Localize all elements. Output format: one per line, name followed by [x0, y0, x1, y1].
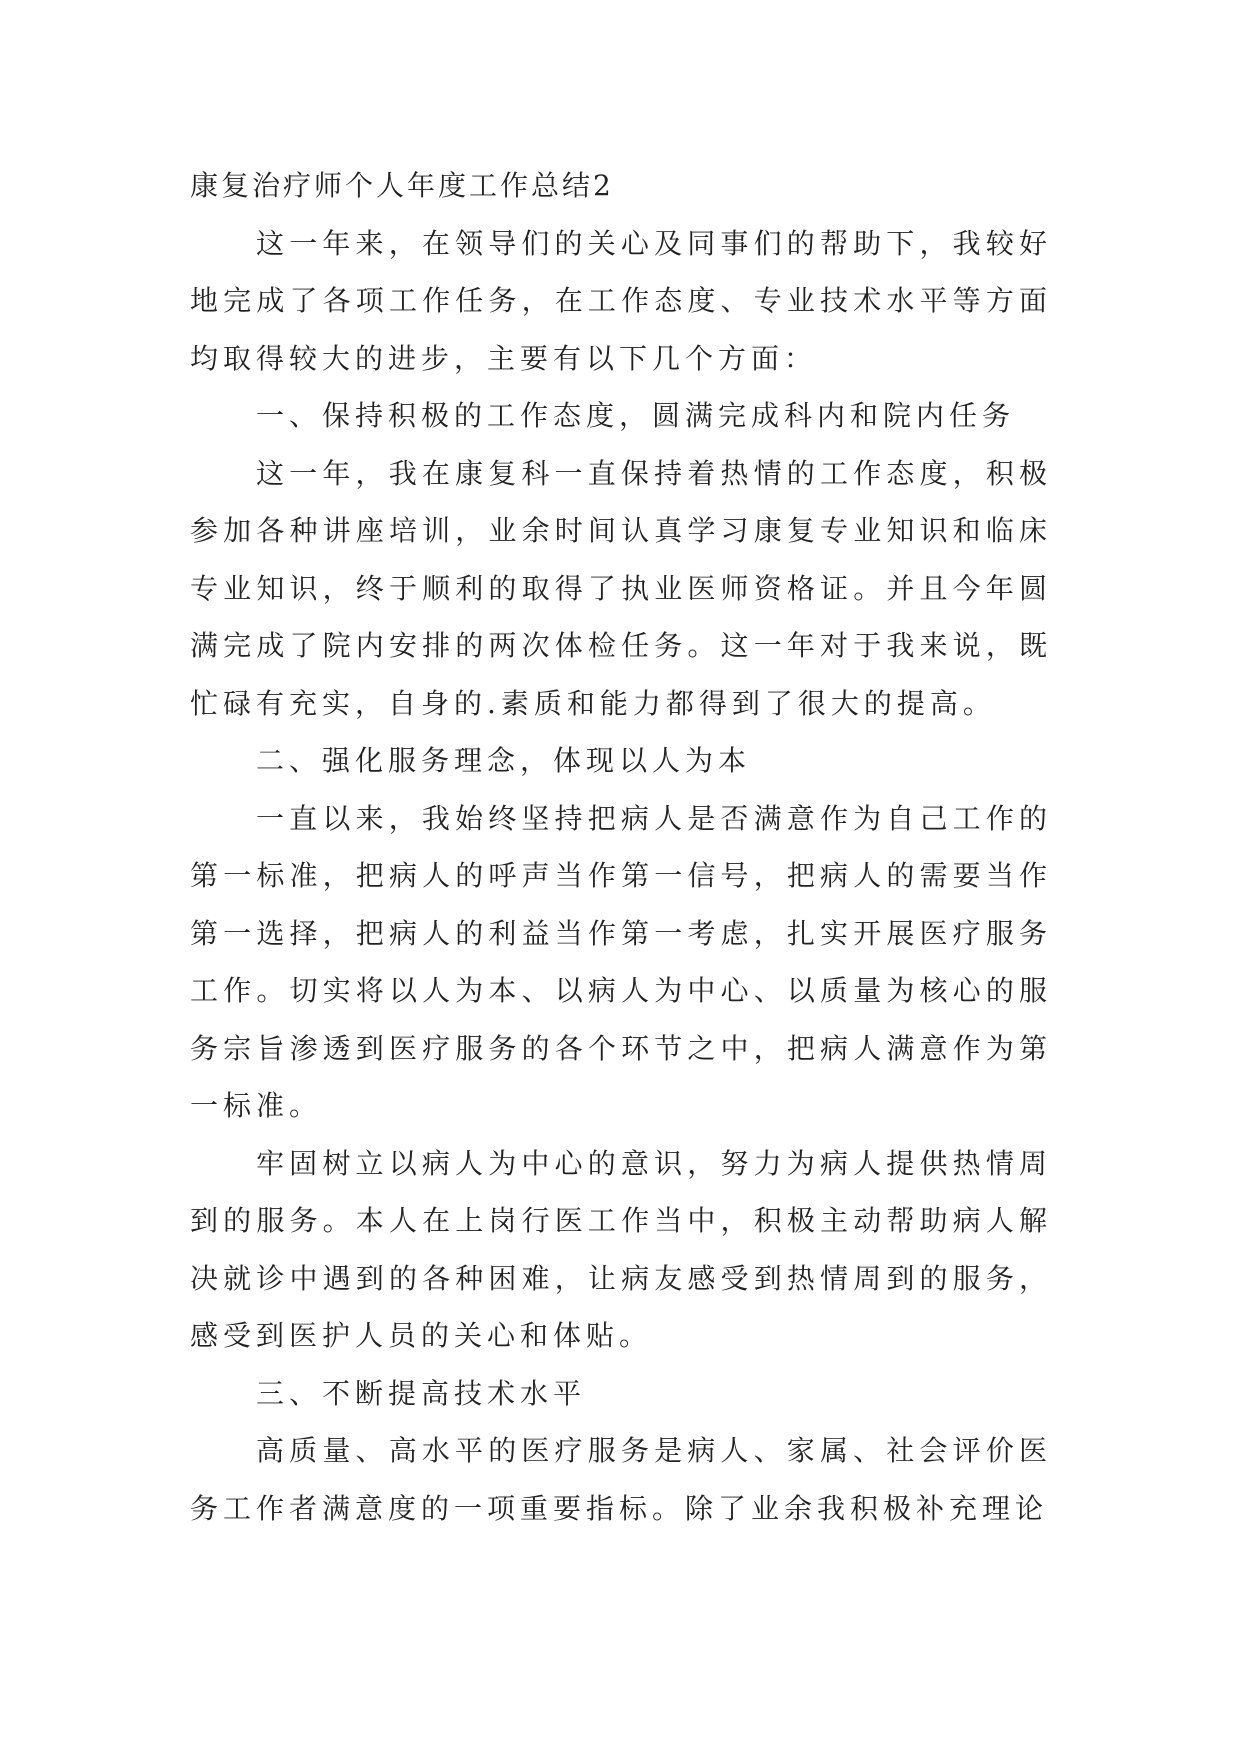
section-heading-3: 三、不断提高技术水平: [256, 1376, 587, 1410]
section-heading-2: 二、强化服务理念，体现以人为本: [256, 744, 752, 777]
document-title: 康复治疗师个人年度工作总结2: [190, 169, 614, 202]
paragraph-intro: 这一年来，在领导们的关心及同事们的帮助下，我较好地完成了各项工作任务，在工作态度、专业技术水平等方面均取得较大的进步，主要有以下几个方面：: [190, 226, 1052, 375]
paragraph-section-2b: 牢固树立以病人为中心的意识，努力为病人提供热情周到的服务。本人在上岗行医工作当中，积极主动帮助病人解决就诊中遇到的各种困难，让病友感受到热情周到的服务，感受到医护人员的关心和体贴。: [190, 1146, 1052, 1352]
paragraph-section-3: 高质量、高水平的医疗服务是病人、家属、社会评价医务工作者满意度的一项重要指标。除了业余我积极补充理论: [190, 1434, 1052, 1525]
paragraph-section-2a: 一直以来，我始终坚持把病人是否满意作为自己工作的第一标准，把病人的呼声当作第一信号，把病人的需要当作第一选择，把病人的利益当作第一考虑，扎实开展医疗服务工作。切实将以人为本、以病人为中心、以质量为核心的服务宗旨渗透到医疗服务的各个环节之中，把病人满意作为第一标准。: [190, 801, 1052, 1122]
section-heading-1: 一、保持积极的工作态度，圆满完成科内和院内任务: [256, 399, 1016, 432]
document-body: [190, 157, 1052, 1537]
paragraph-section-1: 这一年，我在康复科一直保持着热情的工作态度，积极参加各种讲座培训，业余时间认真学习康复专业知识和临床专业知识，终于顺利的取得了执业医师资格证。并且今年圆满完成了院内安排的两次体检任务。这一年对于我来说，既忙碌有充实，自身的.素质和能力都得到了很大的提高。: [190, 456, 1052, 720]
